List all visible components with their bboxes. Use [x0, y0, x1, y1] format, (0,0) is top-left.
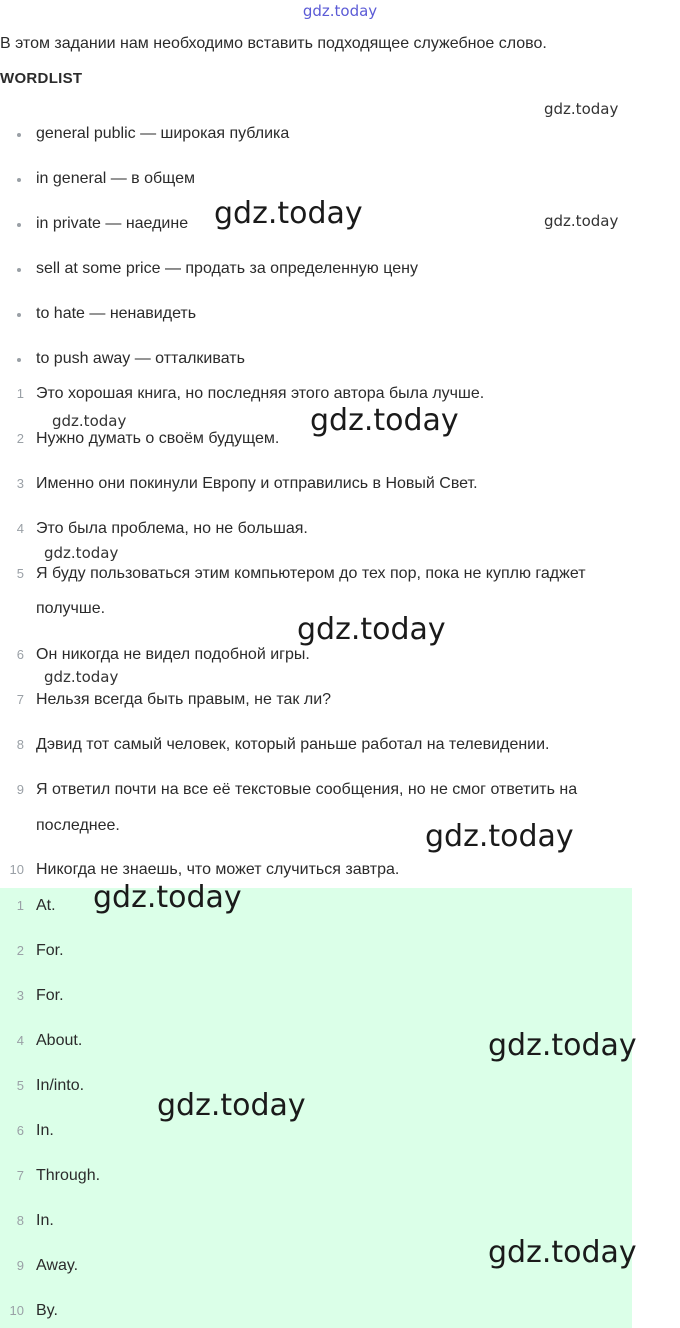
watermark: gdz.today: [425, 819, 574, 854]
bullet-icon: [17, 313, 21, 317]
sentence-text: Именно они покинули Европу и отправились в Новый Свет.: [36, 475, 478, 492]
answer-number: 7: [16, 1168, 24, 1183]
header-watermark: gdz.today: [302, 2, 378, 20]
watermark: gdz.today: [488, 1235, 637, 1270]
sentence-text: Я буду пользоваться этим компьютером до тех пор, пока не куплю гаджет: [36, 565, 586, 582]
wordlist-item-text: sell at some price — продать за определенную цену: [36, 260, 418, 277]
sentence-number: 1: [16, 386, 24, 401]
answer-number: 3: [16, 988, 24, 1003]
sentence-text: последнее.: [36, 817, 120, 834]
answer-text: At.: [36, 897, 56, 914]
wordlist-item-text: general public — широкая публика: [36, 125, 290, 142]
wordlist-item-text: to push away — отталкивать: [36, 350, 245, 367]
answer-text: In.: [36, 1122, 54, 1139]
wordlist-item-text: in private — наедине: [36, 215, 189, 232]
watermark: gdz.today: [310, 403, 459, 438]
watermark: gdz.today: [52, 412, 127, 430]
bullet-icon: [17, 268, 21, 272]
bullet-icon: [17, 178, 21, 182]
watermark: gdz.today: [488, 1028, 637, 1063]
watermark: gdz.today: [93, 880, 242, 915]
sentence-text: Это была проблема, но не большая.: [36, 520, 308, 537]
sentence-number: 6: [16, 647, 24, 662]
sentence-number: 10: [9, 862, 24, 877]
watermark: gdz.today: [157, 1088, 306, 1123]
sentence-number: 9: [16, 782, 24, 797]
watermark: gdz.today: [297, 612, 446, 647]
answer-number: 1: [16, 898, 24, 913]
answer-text: For.: [36, 942, 64, 959]
answer-number: 2: [16, 943, 24, 958]
sentence-number: 4: [16, 521, 24, 536]
bullet-icon: [17, 358, 21, 362]
intro-text: В этом задании нам необходимо вставить подходящее служебное слово.: [0, 35, 547, 52]
answer-number: 9: [16, 1258, 24, 1273]
sentence-text: Он никогда не видел подобной игры.: [36, 646, 310, 663]
answer-text: In.: [36, 1212, 54, 1229]
sentence-number: 5: [16, 566, 24, 581]
sentence-number: 8: [16, 737, 24, 752]
sentence-number: 7: [16, 692, 24, 707]
answer-text: About.: [36, 1032, 83, 1049]
answer-number: 10: [9, 1303, 24, 1318]
answer-text: Through.: [36, 1167, 101, 1184]
answer-text: In/into.: [36, 1077, 85, 1094]
answer-text: Away.: [36, 1257, 79, 1274]
wordlist-item-text: to hate — ненавидеть: [36, 305, 197, 322]
sentence-text: Это хорошая книга, но последняя этого автора была лучше.: [36, 385, 485, 402]
wordlist-heading: WORDLIST: [0, 70, 83, 87]
sentence-text: Я ответил почти на все её текстовые сообщения, но не смог ответить на: [36, 781, 578, 798]
sentence-text: Дэвид тот самый человек, который раньше работал на телевидении.: [36, 736, 550, 753]
sentence-text: Нужно думать о своём будущем.: [36, 430, 280, 447]
watermark: gdz.today: [544, 212, 619, 230]
answer-text: By.: [36, 1302, 58, 1319]
wordlist-item-text: in general — в общем: [36, 170, 196, 187]
watermark: gdz.today: [44, 544, 119, 562]
watermark: gdz.today: [544, 100, 619, 118]
answer-text: For.: [36, 987, 64, 1004]
sentence-number: 2: [16, 431, 24, 446]
answer-number: 8: [16, 1213, 24, 1228]
bullet-icon: [17, 133, 21, 137]
sentence-text: Никогда не знаешь, что может случиться завтра.: [36, 861, 400, 878]
watermark: gdz.today: [214, 196, 363, 231]
answer-number: 6: [16, 1123, 24, 1138]
sentence-text: получше.: [36, 600, 106, 617]
answer-number: 5: [16, 1078, 24, 1093]
bullet-icon: [17, 223, 21, 227]
answer-number: 4: [16, 1033, 24, 1048]
sentence-text: Нельзя всегда быть правым, не так ли?: [36, 691, 332, 708]
sentence-number: 3: [16, 476, 24, 491]
watermark: gdz.today: [44, 668, 119, 686]
